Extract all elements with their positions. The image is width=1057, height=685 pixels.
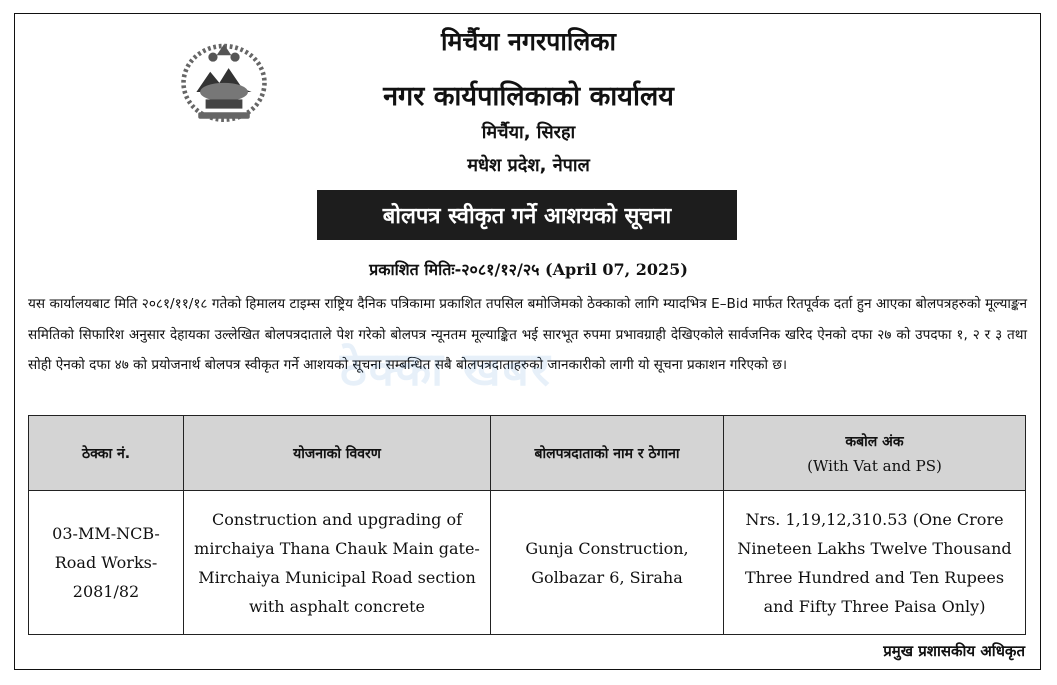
municipality-name: मिर्चैया नगरपालिका <box>441 27 616 56</box>
watermark: ठेक्का खबर <box>340 342 552 396</box>
cell-description: Construction and upgrading of mirchaiya Thana Chauk Main gate-Mirchaiya Municipal Road section with asphalt concrete <box>184 491 491 635</box>
bid-table <box>28 415 1026 635</box>
header-bidder: बोलपत्रदाताको नाम र ठेगाना <box>491 416 724 491</box>
province-name: मधेश प्रदेश, नेपाल <box>467 155 590 176</box>
office-location: मिर्चैया, सिरहा <box>481 122 576 143</box>
signatory: प्रमुख प्रशासकीय अधिकृत <box>883 642 1025 660</box>
notice-body: यस कार्यालयबाट मिति २०८१/११/१८ गतेको हिमालय टाइम्स राष्ट्रिय दैनिक पत्रिकामा प्रकाशित तपसिल बमोजिमको ठेक्काको लागि म्यादभित्र E–Bid मार्फत रितपूर्वक दर्ता हुन आएका बोलपत्रहरुको मूल्याङ्कन समितिको सिफारिश अनुसार देहायका उल्लेखित बोलपत्रदाताले पेश गरेको बोलपत्र न्यूनतम मूल्याङ्कित भई सारभूत रुपमा प्रभावग्राही देखिएकोले सार्वजनिक खरिद ऐनको दफा २७ को उपदफा १, २ र ३ तथा सोही ऐनको दफा ४७ को प्रयोजनार्थ बोलपत्र स्वीकृत गर्ने आशयको सूचना सम्बन्धित सबै बोलपत्रदाताहरुको जानकारीको लागी यो सूचना प्रकाशन गरिएको छ। <box>28 296 1027 373</box>
header-contract-no: ठेक्का नं. <box>29 416 184 491</box>
header-description: योजनाको विवरण <box>184 416 491 491</box>
cell-bidder: Gunja Construction, Golbazar 6, Siraha <box>491 491 724 635</box>
header-amount <box>724 416 1026 491</box>
cell-amount: Nrs. 1,19,12,310.53 (One Crore Nineteen Lakhs Twelve Thousand Three Hundred and Ten Rupees and Fifty Three Paisa Only) <box>724 491 1026 635</box>
notice-title: बोलपत्र स्वीकृत गर्ने आशयको सूचना <box>317 190 737 240</box>
header-amount-label: कबोल अंक <box>845 433 904 450</box>
table-header-row <box>29 416 1026 491</box>
publish-date <box>0 258 1057 280</box>
office-name: नगर कार्यपालिकाको कार्यालय <box>383 81 674 112</box>
cell-contract-no: 03-MM-NCB-Road Works-2081/82 <box>29 491 184 635</box>
publish-date-nepali: प्रकाशित मितिः-२०८१/१२/२५ <box>369 260 540 279</box>
table-row <box>29 491 1026 635</box>
header-amount-sub: (With Vat and PS) <box>807 456 942 475</box>
publish-date-english: (April 07, 2025) <box>545 260 688 279</box>
